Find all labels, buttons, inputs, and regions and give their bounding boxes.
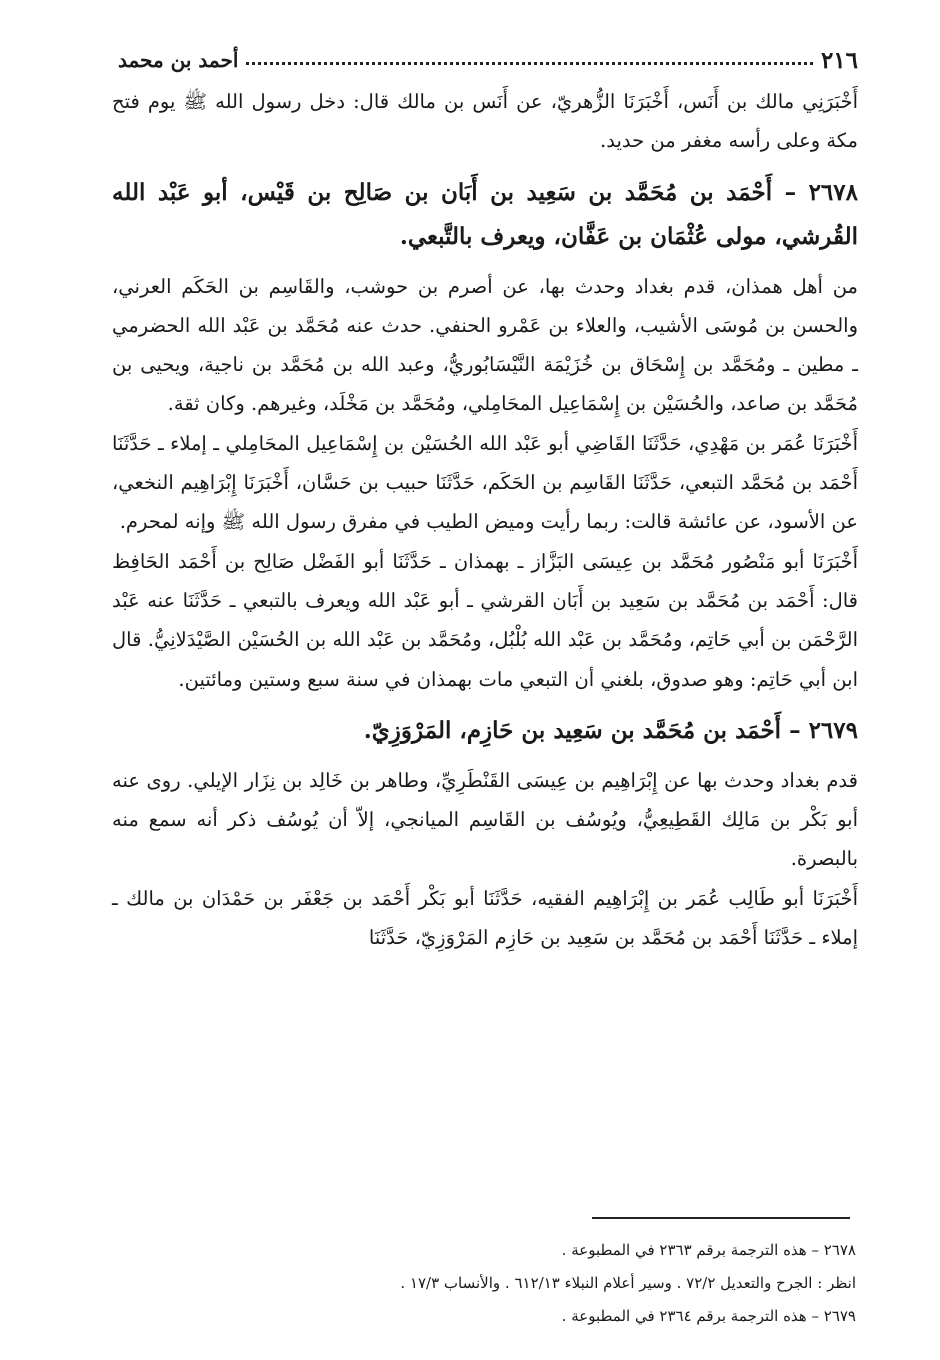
- page-header: [118, 40, 858, 80]
- paragraph: أَخْبَرَنَا أبو مَنْصُور مُحَمَّد بن عِيسَى البَزَّاز ـ بهمذان ـ حَدَّثَنَا أبو الفَضْل صَالِح بن أَحْمَد الحَافِظ قال: أَحْمَد بن مُحَمَّد بن سَعِيد بن أَبَان القرشي ـ أبو عَبْد الله ويعرف بالتبعي ـ حَدَّثَنَا عنه عَبْد الرَّحْمَن بن أبي حَاتِم، ومُحَمَّد بن عَبْد الله بُلْبُل، ومُحَمَّد بن عَبْد الله بن الحُسَيْن الصَّيْدَلانِيُّ. قال ابن أبي حَاتِم: وهو صدوق، بلغني أن التبعي مات بهمذان في سنة سبع وستين ومائتين.: [112, 549, 858, 691]
- footnote: انظر : الجرح والتعديل ٧٢/٢ . وسير أعلام النبلاء ٦١٢/١٣ . والأنساب ١٧/٣ .: [400, 1274, 856, 1292]
- footnote: ٢٦٧٨ – هذه الترجمة برقم ٢٣٦٣ في المطبوعة .: [561, 1241, 856, 1259]
- header-dot-leader: [246, 62, 813, 65]
- paragraph: أَخْبَرَنِي مالك بن أَنَس، أَخْبَرَنَا الزُّهريّ، عن أَنَس بن مالك قال: دخل رسول الله ﷺ يوم فتح مكة وعلى رأسه مغفر من حديد.: [112, 90, 858, 153]
- footnote-separator: [592, 1217, 850, 1219]
- entry-heading-2678: ٢٦٧٨ – أَحْمَد بن مُحَمَّد بن سَعِيد بن أَبَان بن صَالِح بن قَيْس، أبو عَبْد الله القُرشي، مولى عُثْمَان بن عَفَّان، ويعرف بالتَّبعي.: [112, 178, 858, 250]
- footnotes: [230, 1234, 856, 1333]
- paragraph: قدم بغداد وحدث بها عن إِبْرَاهِيم بن عِيسَى القَنْطَرِيِّ، وطاهر بن خَالِد بن نِزَار الإيلي. روى عنه أبو بَكْر بن مَالِك القَطِيعِيُّ، ويُوسُف بن القَاسِم الميانجي، إلاّ أن يُوسُف ذكر أنه سمع منه بالبصرة.: [112, 768, 858, 871]
- main-text: [112, 82, 858, 957]
- paragraph: أَخْبَرَنَا أبو طَالِب عُمَر بن إِبْرَاهِيم الفقيه، حَدَّثَنَا أبو بَكْر أَحْمَد بن جَعْفَر بن حَمْدَان بن مالك ـ إملاء ـ حَدَّثَنَا أَحْمَد بن مُحَمَّد بن سَعِيد بن حَازِم المَرْوَزِيّ، حَدَّثَنَا: [112, 886, 858, 950]
- footnote: ٢٦٧٩ – هذه الترجمة برقم ٢٣٦٤ في المطبوعة .: [561, 1307, 856, 1325]
- running-title: أحمد بن محمد: [118, 48, 239, 72]
- paragraph: أَخْبَرَنَا عُمَر بن مَهْدِي، حَدَّثَنَا القَاضِي أبو عَبْد الله الحُسَيْن بن إِسْمَاعِيل المحَامِلي ـ إملاء ـ حَدَّثَنَا أَحْمَد بن مُحَمَّد التبعي، حَدَّثَنَا القَاسِم بن الحَكَم، حَدَّثَنَا حبيب بن حَسَّان، أَخْبَرَنَا إِبْرَاهِيم النخعي، عن الأسود، عن عائشة قالت: ربما رأيت وميض الطيب في مفرق رسول الله ﷺ وإنه لمحرم.: [112, 431, 858, 534]
- paragraph: من أهل همذان، قدم بغداد وحدث بها، عن أصرم بن حوشب، والقَاسِم بن الحَكَم العرني، والحسن بن مُوسَى الأشيب، والعلاء بن عَمْرو الحنفي. حدث عنه مُحَمَّد بن عَبْد الله الحضرمي ـ مطين ـ ومُحَمَّد بن إِسْحَاق بن خُزَيْمَة النَّيْسَابُوريُّ، وعبد الله بن مُحَمَّد بن ناجية، ويحيى بن مُحَمَّد بن صاعد، والحُسَيْن بن إِسْمَاعِيل المحَامِلي، ومُحَمَّد بن مَخْلَد، وغيرهم. وكان ثقة.: [112, 274, 858, 416]
- entry-heading-2679: ٢٦٧٩ – أَحْمَد بن مُحَمَّد بن سَعِيد بن حَازِم، المَرْوَزِيّ.: [363, 716, 858, 744]
- page-number: ٢١٦: [820, 46, 858, 74]
